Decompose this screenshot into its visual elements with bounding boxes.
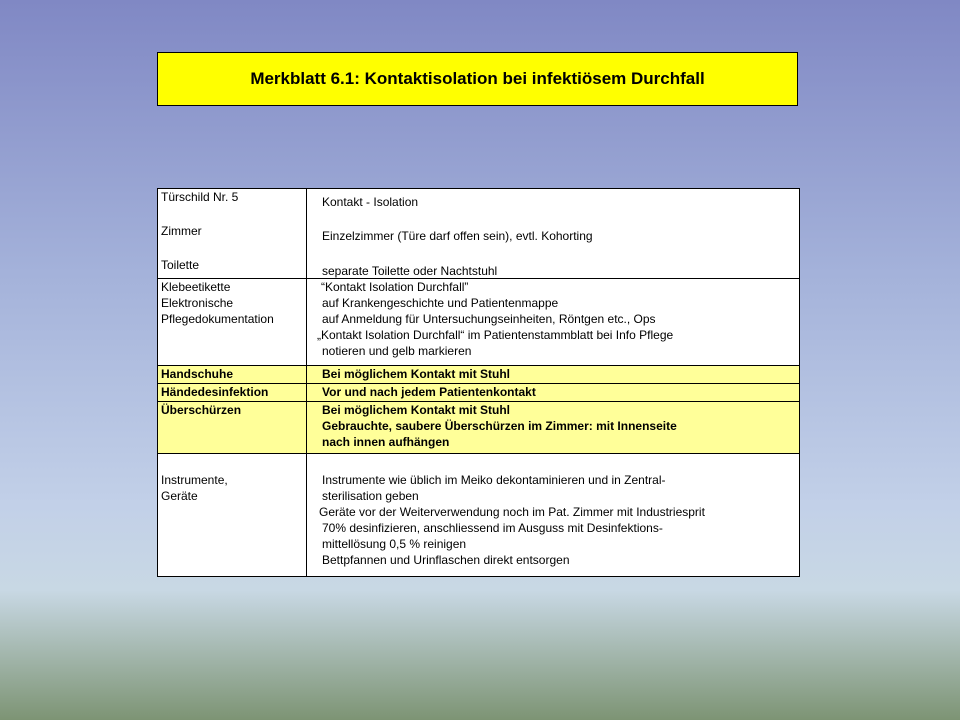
value-line: auf Krankengeschichte und Patientenmappe (322, 296, 559, 310)
value-line: „Kontakt Isolation Durchfall“ im Patientenstammblatt bei Info Pflege (317, 328, 674, 342)
value-line: nach innen aufhängen (322, 434, 450, 449)
label-handschuhe: Handschuhe (161, 366, 234, 381)
value-line: mittellösung 0,5 % reinigen (322, 537, 467, 552)
title-banner (157, 52, 798, 106)
value-line: Gebrauchte, saubere Überschürzen im Zimmer: mit Innenseite (322, 418, 677, 433)
value-line: auf Anmeldung für Untersuchungseinheiten, Röntgen etc., Ops (322, 312, 656, 326)
label-tuerschild: Türschild Nr. 5 (161, 190, 239, 204)
label-zimmer: Zimmer (161, 224, 202, 238)
value-line: notieren und gelb markieren (322, 344, 472, 358)
row-label-cell (158, 189, 307, 279)
value-line: Bei möglichem Kontakt mit Stuhl (322, 366, 511, 381)
row-value-cell (307, 365, 800, 383)
table-row (158, 454, 800, 577)
row-label-cell (158, 279, 307, 366)
table-row-highlight (158, 401, 800, 453)
row-value-cell (307, 454, 800, 577)
page-title: Merkblatt 6.1: Kontaktisolation bei infektiösem Durchfall (250, 69, 705, 88)
label-elektronische: Elektronische (161, 296, 234, 310)
value-line: Geräte vor der Weiterverwendung noch im Pat. Zimmer mit Industriesprit (319, 505, 705, 520)
row-value-cell (307, 383, 800, 401)
label-geraete: Geräte (161, 489, 198, 504)
value-line: sterilisation geben (322, 489, 419, 504)
value-line: “Kontakt Isolation Durchfall” (321, 280, 469, 294)
value-line: Einzelzimmer (Türe darf offen sein), evtl. Kohorting (322, 229, 593, 243)
label-haendedesinfektion: Händedesinfektion (161, 384, 269, 399)
value-line: Vor und nach jedem Patientenkontakt (322, 384, 536, 399)
label-pflegedokumentation: Pflegedokumentation (161, 312, 274, 326)
table-row (158, 189, 800, 279)
row-value-cell (307, 279, 800, 366)
row-label-cell (158, 365, 307, 383)
label-klebeetikette: Klebeetikette (161, 280, 231, 294)
row-label-cell (158, 401, 307, 453)
value-line: Instrumente wie üblich im Meiko dekontaminieren und in Zentral- (322, 473, 666, 488)
label-ueberschuerzen: Überschürzen (161, 402, 242, 417)
label-toilette: Toilette (161, 258, 200, 272)
table-row (158, 279, 800, 366)
value-line: separate Toilette oder Nachtstuhl (322, 264, 498, 278)
row-label-cell (158, 454, 307, 577)
table-row-highlight (158, 383, 800, 401)
row-label-cell (158, 383, 307, 401)
label-instrumente: Instrumente, (161, 473, 228, 488)
value-line: Bettpfannen und Urinflaschen direkt entsorgen (322, 553, 570, 568)
table-row-highlight (158, 365, 800, 383)
isolation-table (157, 188, 800, 577)
value-line: 70% desinfizieren, anschliessend im Ausguss mit Desinfektions- (322, 521, 663, 536)
row-value-cell (307, 401, 800, 453)
value-line: Kontakt - Isolation (322, 195, 419, 209)
value-line: Bei möglichem Kontakt mit Stuhl (322, 402, 511, 417)
row-value-cell (307, 189, 800, 279)
